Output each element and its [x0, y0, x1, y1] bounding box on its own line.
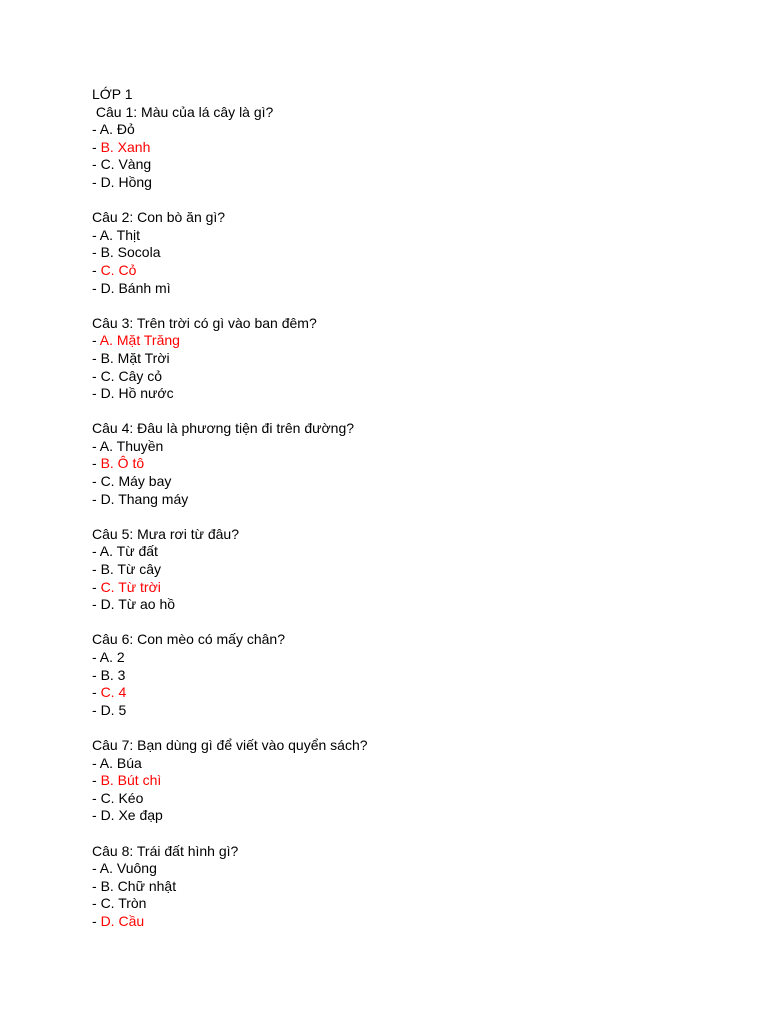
blank-line	[92, 297, 732, 315]
option-text: C. Tròn	[100, 895, 147, 912]
answer-option: - A. Búa	[92, 754, 142, 771]
question-block	[92, 315, 732, 403]
option-text: A. Đỏ	[99, 121, 135, 138]
option-text: D. Thang máy	[100, 490, 189, 507]
question-text: Câu 3: Trên trời có gì vào ban đêm?	[92, 314, 317, 331]
option-text: B. Mặt Trời	[100, 349, 170, 366]
answer-option-correct: - A. Mặt Trăng	[92, 332, 180, 349]
question-block	[92, 737, 732, 825]
option-text: A. Vuông	[99, 860, 157, 877]
answer-option: - D. Thang máy	[92, 490, 189, 507]
answer-option: - C. Cây cỏ	[92, 367, 163, 384]
option-text: D. 5	[100, 701, 127, 718]
option-text: B. Bút chì	[100, 772, 162, 789]
answer-option: - D. Từ ao hồ	[92, 596, 176, 613]
option-text: B. Từ cây	[100, 561, 162, 578]
option-text: C. Cây cỏ	[100, 367, 163, 384]
option-text: A. Búa	[99, 754, 142, 771]
answer-option-correct: - C. Từ trời	[92, 578, 161, 595]
answer-option: - A. Đỏ	[92, 121, 135, 138]
option-text: B. Chữ nhật	[100, 877, 177, 894]
answer-option: - C. Vàng	[92, 156, 152, 173]
answer-option: - D. 5	[92, 701, 127, 718]
question-block	[92, 843, 732, 931]
option-text: A. Thuyền	[99, 437, 164, 454]
option-text: B. 3	[100, 666, 126, 683]
answer-option: - B. 3	[92, 666, 126, 683]
answer-option-correct: - D. Cầu	[92, 912, 145, 929]
answer-option: - D. Bánh mì	[92, 279, 171, 296]
question-block	[92, 631, 732, 719]
quiz-document	[92, 86, 732, 931]
answer-option: - A. Thuyền	[92, 437, 164, 454]
blank-line	[92, 825, 732, 843]
question-text: Câu 8: Trái đất hình gì?	[92, 842, 239, 859]
option-text: A. Mặt Trăng	[99, 332, 180, 349]
question-block	[92, 526, 732, 614]
option-text: C. 4	[100, 684, 127, 701]
blank-line	[92, 403, 732, 421]
option-text: A. Từ đất	[99, 543, 158, 560]
option-text: A. 2	[99, 649, 125, 665]
option-text: B. Xanh	[100, 138, 151, 155]
answer-option: - A. Thịt	[92, 226, 140, 243]
option-text: A. Thịt	[99, 226, 140, 243]
answer-option-correct: - C. 4	[92, 684, 127, 701]
question-text: Câu 1: Màu của lá cây là gì?	[92, 103, 274, 120]
answer-option-correct: - B. Xanh	[92, 138, 151, 155]
answer-option-correct: - B. Bút chì	[92, 772, 162, 789]
answer-option: - B. Mặt Trời	[92, 349, 170, 366]
option-text: D. Từ ao hồ	[100, 596, 176, 613]
answer-option: - A. Từ đất	[92, 543, 158, 560]
answer-option: - A. Vuông	[92, 860, 157, 877]
blank-line	[92, 719, 732, 737]
option-text: C. Từ trời	[100, 578, 161, 595]
blank-line	[92, 508, 732, 526]
question-text: Câu 6: Con mèo có mấy chân?	[92, 631, 285, 648]
option-text: B. Socola	[100, 244, 161, 261]
answer-option: - B. Từ cây	[92, 561, 162, 578]
option-text: D. Hồ nước	[100, 385, 174, 402]
answer-option: - D. Hồ nước	[92, 385, 174, 402]
answer-option: - C. Máy bay	[92, 473, 172, 490]
option-text: C. Kéo	[100, 789, 144, 806]
question-text: Câu 5: Mưa rơi từ đâu?	[92, 525, 239, 542]
answer-option: - B. Socola	[92, 244, 161, 261]
question-block	[92, 209, 732, 297]
option-text: C. Vàng	[100, 156, 152, 173]
answer-option: - D. Hồng	[92, 173, 152, 190]
option-text: D. Cầu	[100, 912, 145, 929]
option-text: D. Bánh mì	[100, 279, 171, 296]
option-text: C. Máy bay	[100, 473, 172, 490]
option-text: C. Cỏ	[100, 261, 137, 278]
answer-option-correct: - C. Cỏ	[92, 261, 137, 278]
answer-option: - B. Chữ nhật	[92, 877, 177, 894]
question-text: Câu 4: Đâu là phương tiện đi trên đường?	[92, 420, 355, 437]
question-block	[92, 104, 732, 192]
question-block	[92, 420, 732, 508]
answer-option: - C. Kéo	[92, 789, 144, 806]
answer-option-correct: - B. Ô tô	[92, 455, 145, 472]
option-text: D. Xe đạp	[100, 807, 163, 824]
document-title: LỚP 1	[92, 86, 133, 102]
answer-option: - A. 2	[92, 649, 125, 665]
blank-line	[92, 192, 732, 210]
option-text: D. Hồng	[100, 173, 152, 190]
option-text: B. Ô tô	[100, 455, 145, 472]
question-text: Câu 2: Con bò ăn gì?	[92, 209, 226, 226]
question-text: Câu 7: Bạn dùng gì để viết vào quyển sách?	[92, 736, 368, 753]
answer-option: - D. Xe đạp	[92, 807, 163, 824]
blank-line	[92, 614, 732, 632]
answer-option: - C. Tròn	[92, 895, 147, 912]
